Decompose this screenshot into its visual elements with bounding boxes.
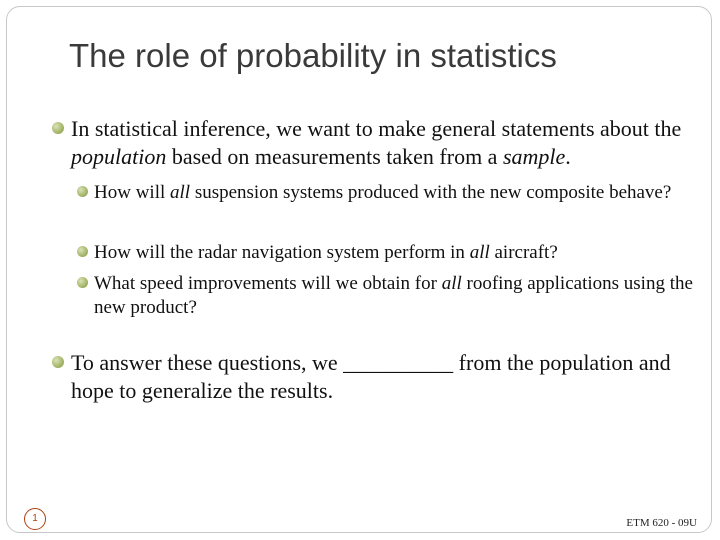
bullet-inference: In statistical inference, we want to make general statements about the population based on measurements taken from a sample.	[71, 115, 711, 170]
bullet-icon	[52, 122, 64, 134]
sub-bullet-suspension: How will all suspension systems produced with the new composite behave?	[94, 181, 704, 205]
bullet-icon	[77, 246, 88, 257]
footer-course-code: ETM 620 - 09U	[626, 517, 697, 529]
bullet-icon	[52, 356, 64, 368]
bullet-icon	[77, 277, 88, 288]
sub-bullet-radar: How will the radar navigation system perform in all aircraft?	[94, 241, 704, 265]
bullet-icon	[77, 186, 88, 197]
slide-title: The role of probability in statistics	[69, 37, 557, 74]
page-number: 1	[24, 508, 46, 530]
bullet-answer: To answer these questions, we __________ from the population and hope to generalize the results.	[71, 349, 711, 404]
slide	[6, 6, 712, 533]
sub-bullet-roofing: What speed improvements will we obtain for all roofing applications using the new product?	[94, 272, 704, 320]
